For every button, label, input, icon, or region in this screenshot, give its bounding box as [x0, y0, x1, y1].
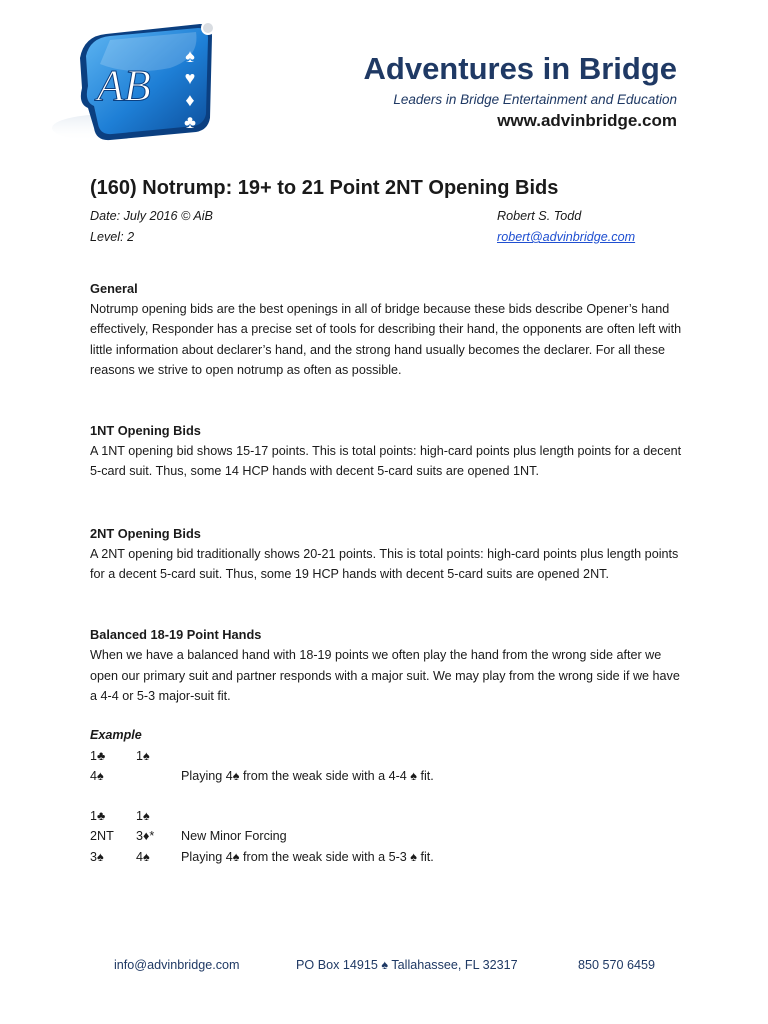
- logo-text: AB: [97, 61, 151, 110]
- doc-date: Date: July 2016 © AiB: [90, 209, 213, 223]
- meta-row-level: [90, 227, 690, 248]
- doc-author: Robert S. Todd: [497, 209, 582, 223]
- diamond-icon: ♦: [185, 90, 195, 110]
- auction-example-1: [90, 746, 690, 787]
- section-heading: Balanced 18-19 Point Hands: [90, 627, 262, 643]
- footer-address: PO Box 14915 ♠ Tallahassee, FL 32317: [296, 958, 518, 972]
- opener-bid: 1♣: [90, 748, 106, 763]
- brand-name: Adventures in Bridge: [363, 51, 677, 86]
- section-heading: 2NT Opening Bids: [90, 525, 201, 541]
- brand-header: [364, 50, 678, 132]
- bid-note: Playing 4♠ from the weak side with a 5-3 ♠ fit.: [181, 849, 434, 864]
- section-balanced-hands: [90, 624, 690, 706]
- meta-row-date: [90, 206, 690, 227]
- section-paragraph: A 2NT opening bid traditionally shows 20-21 points. This is total points: high-card points plus length points for a decent 5-card suit. Thus, some 19 HCP hands with decent 5-card suits are opened 2NT.: [90, 546, 679, 582]
- bid-note: Playing 4♠ from the weak side with a 4-4 ♠ fit.: [181, 769, 434, 784]
- footer-email-link[interactable]: info@advinbridge.com: [114, 958, 240, 972]
- section-2nt-opening: [90, 523, 690, 585]
- author-email-link[interactable]: robert@advinbridge.com: [497, 230, 636, 244]
- spade-icon: ♠: [185, 46, 195, 66]
- opener-bid: 3♠: [90, 849, 104, 864]
- section-heading: 1NT Opening Bids: [90, 423, 201, 439]
- brand-tagline: Leaders in Bridge Entertainment and Education: [393, 92, 677, 107]
- section-heading: General: [90, 281, 138, 296]
- bid-note: New Minor Forcing: [181, 829, 287, 844]
- auction-example-2: [90, 806, 690, 868]
- page-footer: [0, 958, 768, 980]
- responder-bid: 3♦*: [136, 829, 155, 844]
- heart-icon: ♥: [184, 68, 196, 88]
- example-heading: Example: [90, 728, 142, 743]
- section-general: [90, 278, 690, 380]
- section-paragraph: When we have a balanced hand with 18-19 points we often play the hand from the wrong side after we open our primary suit and partner responds with a major suit. We may play from the wrong side if we have a 4-4 or 5-3 major-suit fit.: [90, 648, 680, 703]
- bid-row: [90, 826, 690, 847]
- responder-bid: 1♠: [136, 808, 150, 823]
- logo-graphic: [50, 18, 222, 148]
- responder-bid: 4♠: [136, 849, 150, 864]
- bid-row: [90, 806, 690, 827]
- responder-bid: 1♠: [136, 748, 150, 763]
- section-paragraph: Notrump opening bids are the best openings in all of bridge because these bids describe Opener’s hand effectively, Responder has a precise set of tools for describing their hand, the opponents are often left with little information about declarer’s hand, and the strong hand usually becomes the declarer. For all these reasons we strive to open notrump as often as possible.: [90, 302, 682, 377]
- aib-logo: [50, 18, 222, 148]
- brand-url-link[interactable]: www.advinbridge.com: [497, 111, 677, 130]
- section-paragraph: A 1NT opening bid shows 15-17 points. This is total points: high-card points plus length points for a decent 5-card suit. Thus, some 14 HCP hands with decent 5-card suits are opened 1NT.: [90, 444, 682, 479]
- opener-bid: 4♠: [90, 769, 104, 784]
- bid-row: [90, 746, 690, 767]
- bid-row: [90, 847, 690, 868]
- page-title: (160) Notrump: 19+ to 21 Point 2NT Opening Bids: [90, 177, 559, 199]
- section-1nt-opening: [90, 420, 690, 482]
- document-body: [90, 174, 690, 867]
- bid-row: [90, 766, 690, 787]
- footer-phone: 850 570 6459: [578, 958, 656, 972]
- opener-bid: 2NT: [90, 829, 114, 844]
- doc-level: Level: 2: [90, 230, 135, 244]
- club-icon: ♣: [184, 112, 196, 132]
- opener-bid: 1♣: [90, 808, 106, 823]
